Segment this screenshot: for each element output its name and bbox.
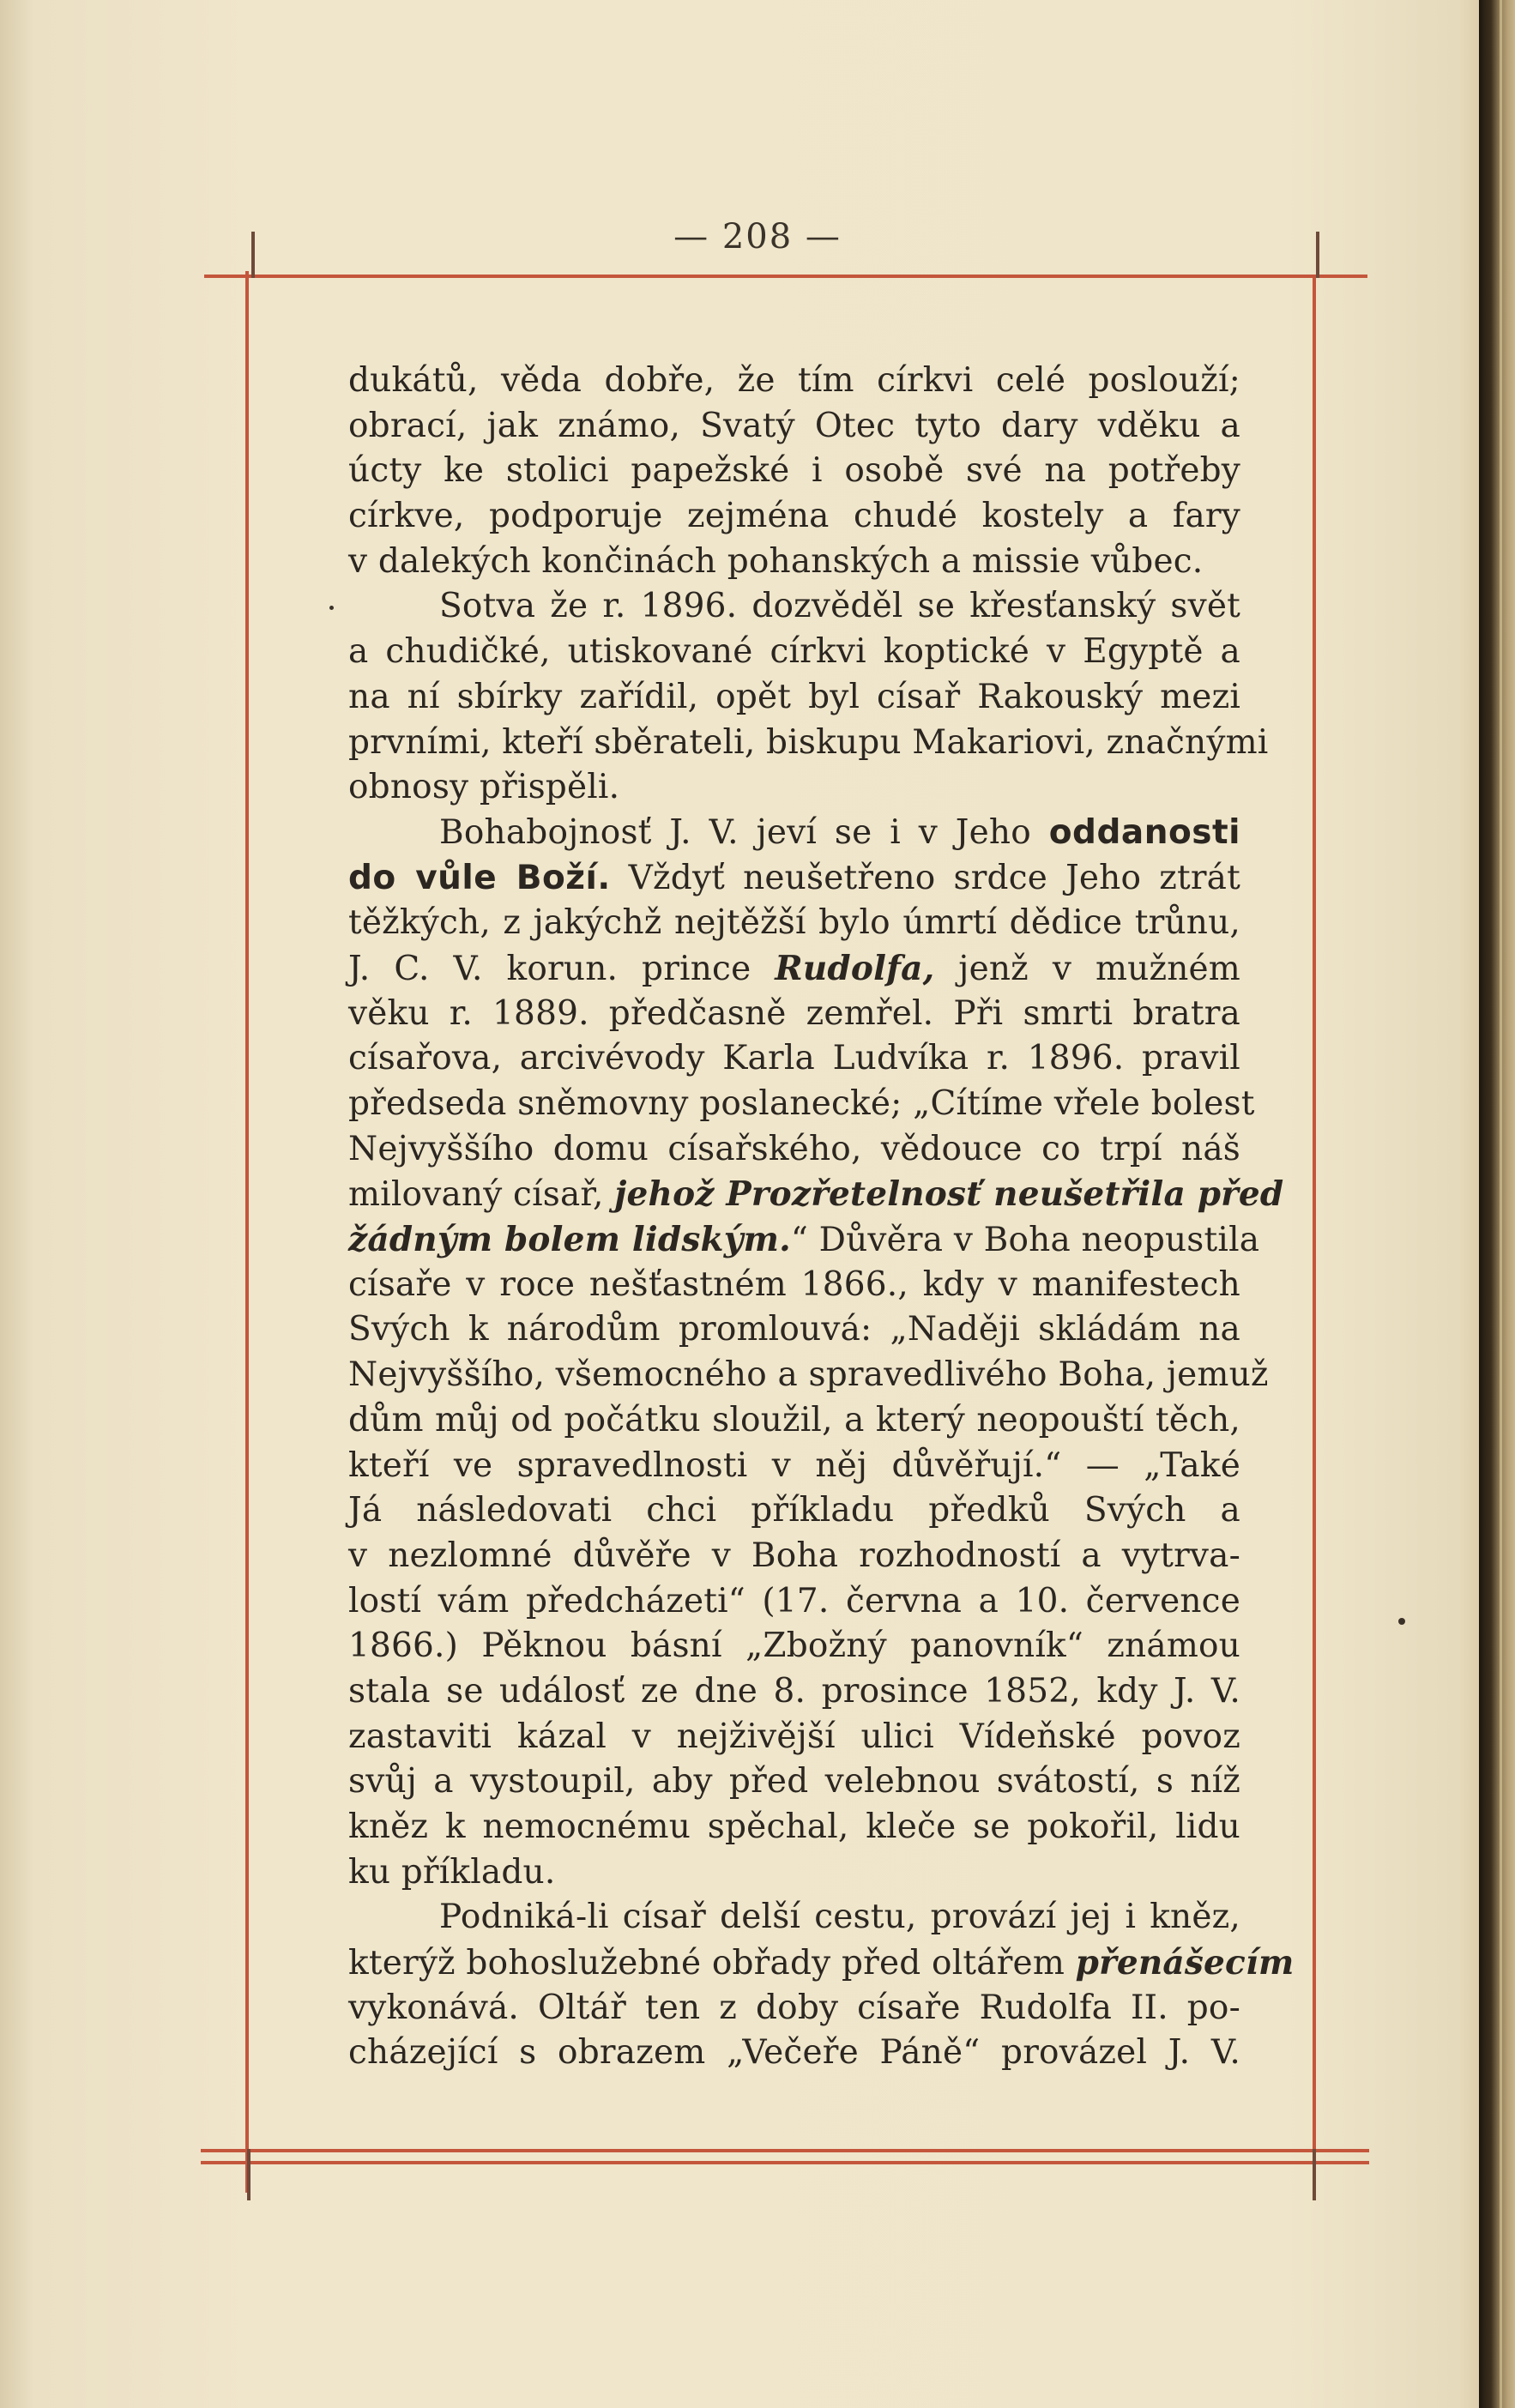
text-line [348, 1805, 1240, 1850]
text-line [348, 856, 1240, 902]
text-segment: císaře v roce nešťastném 1866., kdy v manifestech [348, 1264, 1240, 1304]
text-segment: zastaviti kázal v nejživější ulici Vídeňské povoz [348, 1717, 1240, 1756]
text-line [348, 1895, 1240, 1940]
text-line [348, 1444, 1240, 1489]
text-segment: Podniká-li císař delší cestu, provází jej i kněz, [439, 1898, 1240, 1937]
text-line [348, 1759, 1240, 1805]
italic-text: přenášecím [1075, 1943, 1295, 1983]
text-segment: dukátů, věda dobře, že tím církvi celé poslouží; [348, 361, 1240, 400]
text-segment: Vždyť neušetřeno srdce Jeho ztrát [610, 858, 1240, 897]
body-text [348, 359, 1295, 2076]
text-segment: předseda sněmovny poslanecké; „Cítíme vřele bolest [348, 1084, 1255, 1123]
text-line [348, 1082, 1255, 1127]
text-line [348, 992, 1240, 1037]
text-segment: stala se událosť ze dne 8. prosince 1852, kdy J. V. [348, 1671, 1240, 1711]
text-line [348, 540, 1240, 585]
margin-ink-speck [329, 606, 334, 610]
text-line [348, 1217, 1260, 1263]
text-segment: na ní sbírky zařídil, opět byl císař Rakouský mezi [348, 677, 1240, 716]
text-segment: dům můj od počátku sloužil, a který neopouští těch, [348, 1400, 1240, 1439]
text-segment: císařova, arcivévody Karla Ludvíka r. 1896. pravil [348, 1039, 1240, 1078]
text-line [348, 765, 1240, 811]
page-number: — 208 — [673, 217, 842, 256]
italic-text: jehož Prozřetelnosť neušetřila před [614, 1174, 1284, 1215]
spine-highlight [1500, 0, 1502, 2408]
bottom-left-tick [247, 2149, 250, 2200]
frame-rule-bottom-1 [201, 2149, 1369, 2152]
frame-rule-bottom-2 [201, 2161, 1369, 2164]
text-line [348, 901, 1240, 946]
text-line [348, 1036, 1240, 1082]
text-line [348, 1624, 1240, 1669]
text-segment: obrací, jak známo, Svatý Otec tyto dary vděku a [348, 406, 1240, 445]
text-line [348, 2031, 1240, 2076]
text-line [348, 721, 1269, 766]
text-segment: Bohabojnosť J. V. jeví se i v Jeho [439, 812, 1049, 852]
text-segment: věku r. 1889. předčasně zemřel. Při smrti bratra [348, 993, 1240, 1033]
text-line [348, 630, 1240, 675]
text-segment: úcty ke stolici papežské i osobě své na potřeby [348, 451, 1240, 491]
text-line [348, 1715, 1240, 1760]
text-line [348, 1398, 1240, 1444]
text-segment: Nejvyššího, všemocného a spravedlivého Boha, jemuž [348, 1355, 1269, 1395]
frame-rule-right [1313, 278, 1316, 2194]
italic-text: Rudolfa, [775, 948, 935, 988]
text-segment: v dalekých končinách pohanských a missie vůbec. [348, 541, 1204, 581]
book-spine-edge [1479, 0, 1515, 2408]
text-line [348, 404, 1240, 450]
text-segment: ku příkladu. [348, 1852, 556, 1892]
text-segment: a chudičké, utiskované církvi koptické v Egyptě a [348, 632, 1240, 672]
text-line [348, 1940, 1295, 1986]
text-line [348, 1353, 1269, 1398]
text-line [348, 946, 1240, 992]
text-segment: 1866.) Pěknou básní „Zbožný panovník“ známou [348, 1626, 1240, 1666]
text-line [348, 1669, 1240, 1715]
bold-text: do vůle Boží. [348, 858, 611, 897]
text-segment: Já následovati chci příkladu předků Svých a [348, 1491, 1240, 1530]
text-line [348, 675, 1240, 721]
text-segment: cházející s obrazem „Večeře Páně“ provázel J. V. [348, 2033, 1240, 2073]
text-segment: v nezlomné důvěře v Boha rozhodností a vytrva- [348, 1536, 1240, 1575]
text-segment: lostí vám předcházeti“ (17. června a 10. července [348, 1581, 1240, 1620]
text-line [348, 449, 1240, 494]
text-segment: svůj a vystoupil, aby před velebnou svátostí, s níž [348, 1762, 1240, 1801]
frame-rule-top [204, 275, 1367, 278]
text-line [348, 1579, 1240, 1625]
bottom-right-tick [1313, 2149, 1316, 2200]
text-line [348, 1127, 1240, 1173]
text-segment: kterýž bohoslužebné obřady před oltářem [348, 1944, 1076, 1983]
text-line [348, 1263, 1240, 1308]
text-segment: obnosy přispěli. [348, 768, 620, 807]
text-segment: vykonává. Oltář ten z doby císaře Rudolfa II. po- [348, 1988, 1240, 2027]
text-segment: jenž v mužném [934, 949, 1240, 988]
margin-ink-speck [1398, 1618, 1405, 1625]
text-segment: prvními, kteří sběrateli, biskupu Makariovi, značnými [348, 722, 1269, 762]
text-segment: milovaný císař, [348, 1175, 615, 1215]
text-line [348, 1986, 1240, 2031]
text-line [348, 584, 1240, 630]
text-line [348, 811, 1240, 856]
text-segment: “ Důvěra v Boha neopustila [790, 1221, 1260, 1260]
text-line [348, 1172, 1284, 1217]
text-segment: těžkých, z jakýchž nejtěžší bylo úmrtí dědice trůnu, [348, 903, 1240, 943]
text-segment: Svých k národům promlouvá: „Naději skládám na [348, 1310, 1240, 1349]
text-line [348, 1307, 1240, 1353]
text-segment: J. C. V. korun. prince [348, 949, 776, 988]
text-segment: kněz k nemocnému spěchal, kleče se pokořil, lidu [348, 1808, 1240, 1846]
text-line [348, 1534, 1240, 1579]
text-segment: Nejvyššího domu císařského, vědouce co trpí náš [348, 1129, 1240, 1168]
text-segment: Sotva že r. 1896. dozvěděl se křesťanský svět [439, 587, 1240, 626]
text-line [348, 1850, 1240, 1896]
text-segment: církve, podporuje zejména chudé kostely a fary [348, 497, 1240, 536]
text-segment: kteří ve spravedlnosti v něj důvěřují.“ — „Také [348, 1445, 1240, 1485]
bold-text: oddanosti [1048, 812, 1240, 852]
text-line [348, 1488, 1240, 1534]
text-line [348, 359, 1240, 404]
italic-text: žádným bolem lidským. [348, 1220, 791, 1260]
frame-rule-left [245, 271, 249, 2193]
text-line [348, 494, 1240, 540]
